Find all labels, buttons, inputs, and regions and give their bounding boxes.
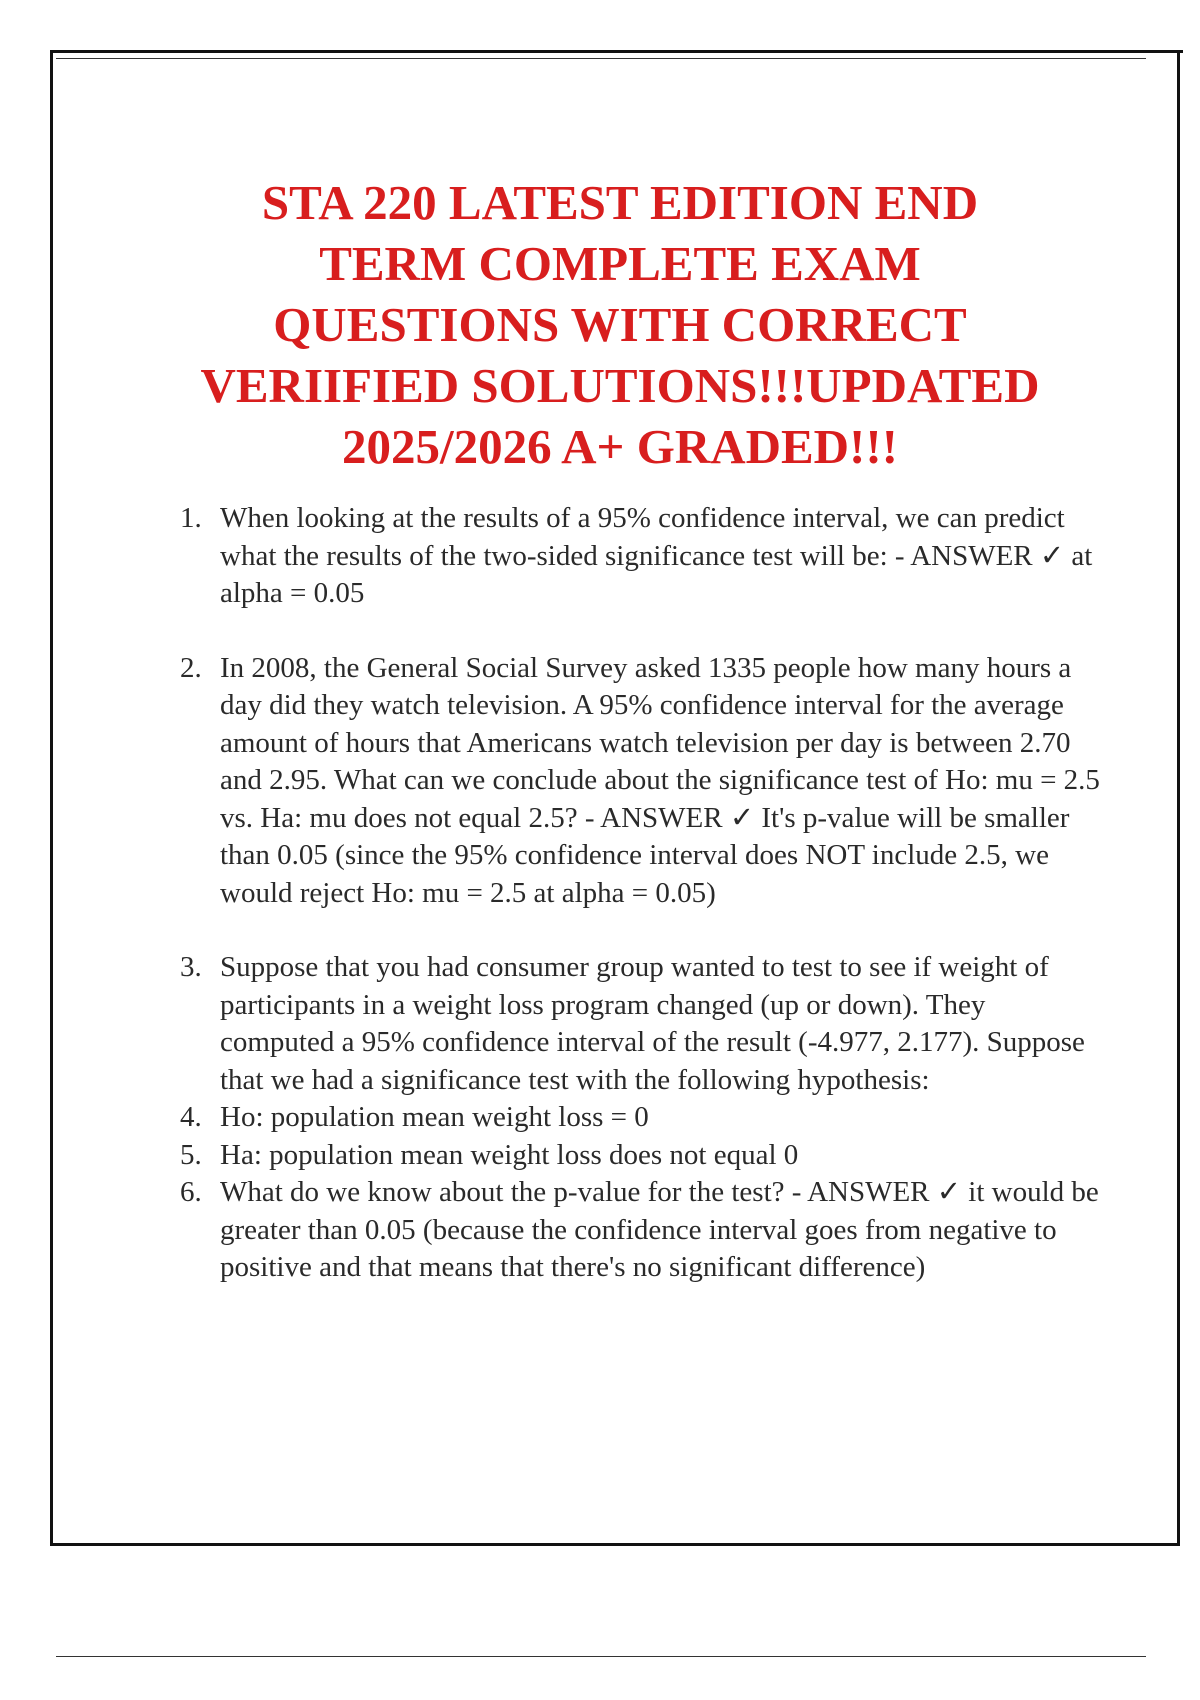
- title-line: VERIIFIED SOLUTIONS!!!UPDATED: [200, 358, 1040, 413]
- question-number: 2.: [180, 651, 202, 684]
- question-item: [170, 1174, 1100, 1287]
- question-text: Ho: population mean weight loss = 0: [220, 1101, 649, 1133]
- question-text: What do we know about the p-value for the test? - ANSWER ✓ it would be greater than 0.05 (because the confidence interval goes from negative to positive and that means that there's no significant difference): [220, 1176, 1099, 1283]
- question-text: In 2008, the General Social Survey asked 1335 people how many hours a day did they watch television. A 95% confidence interval for the average amount of hours that Americans watch television per day is between 2.70 and 2.95. What can we conclude about the significance test of Ho: mu = 2.5 vs. Ha: mu does not equal 2.5? - ANSWER ✓ It's p-value will be smaller than 0.05 (since the 95% confidence interval does NOT include 2.5, we would reject Ho: mu = 2.5 at alpha = 0.05): [220, 651, 1100, 909]
- title-line: STA 220 LATEST EDITION END: [261, 175, 979, 230]
- question-item: [170, 500, 1100, 613]
- question-item: [170, 1137, 1100, 1175]
- question-number: 5.: [180, 1138, 202, 1171]
- question-item: [170, 1099, 1100, 1137]
- question-text: Suppose that you had consumer group wanted to test to see if weight of participants in a weight loss program changed (up or down). They computed a 95% confidence interval of the result (-4.977, 2.177). Suppose that we had a significance test with the following hypothesis:: [220, 951, 1085, 1096]
- title-line: TERM COMPLETE EXAM: [319, 236, 921, 291]
- title-line: QUESTIONS WITH CORRECT: [273, 297, 967, 352]
- question-item: [170, 949, 1100, 1099]
- question-number: 1.: [180, 502, 202, 534]
- question-text: When looking at the results of a 95% confidence interval, we can predict what the results of the two-sided significance test will be: - ANSWER ✓ at alpha = 0.05: [220, 502, 1093, 609]
- title-line: 2025/2026 A+ GRADED!!!: [341, 419, 898, 474]
- question-number: 6.: [180, 1176, 202, 1208]
- question-item: [170, 650, 1100, 913]
- question-text: Ha: population mean weight loss does not equal 0: [220, 1138, 799, 1171]
- question-number: 4.: [180, 1101, 202, 1133]
- question-number: 3.: [180, 951, 202, 983]
- question-list: [170, 500, 1100, 1287]
- document-title: [120, 172, 1120, 477]
- page-bottom-rule: [56, 1656, 1146, 1657]
